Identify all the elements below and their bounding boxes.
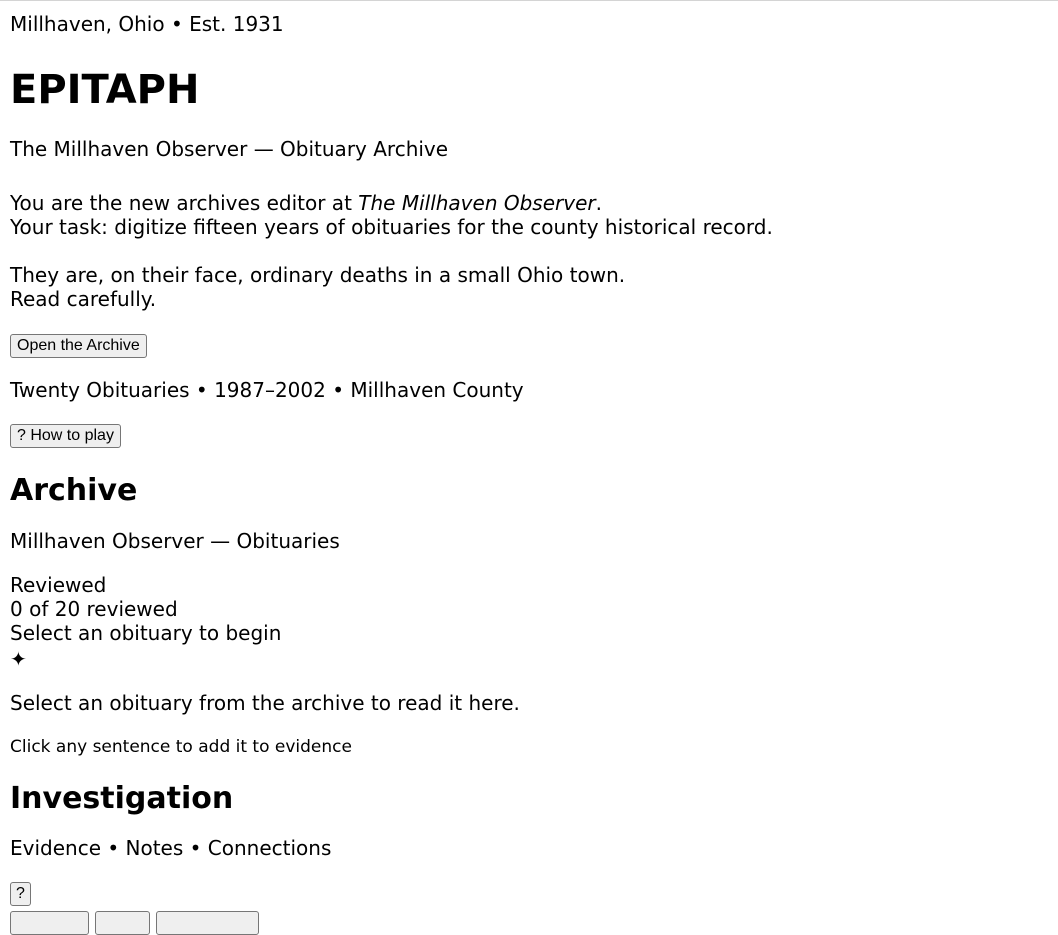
review-progress [10,573,1048,673]
intro-paragraph-2 [10,263,1048,311]
evidence-hint: Click any sentence to add it to evidence [10,737,352,757]
select-prompt: Select an obituary to begin [10,621,282,645]
location-line: Millhaven, Ohio • Est. 1931 [10,12,284,36]
page [0,12,1058,935]
open-archive-button[interactable]: Open the Archive [10,334,147,358]
reviewed-label: Reviewed [10,573,107,597]
newspaper-name: The Millhaven Observer [358,191,596,215]
intro-paragraph-1 [10,191,1048,239]
game-subtitle: The Millhaven Observer — Obituary Archive [10,137,449,161]
investigation-heading: Investigation [10,781,234,816]
investigation-tabs [10,911,1048,935]
intro-line1-prefix: You are the new archives editor at [10,191,359,215]
investigation-help-button[interactable]: ? [10,882,31,906]
intro-line2: Your task: digitize fifteen years of obituaries for the county historical record. [10,215,773,239]
reviewed-count: 0 of 20 reviewed [10,597,178,621]
tab-evidence[interactable] [10,911,89,935]
intro-line4: Read carefully. [10,287,157,311]
ornament-icon: ✦ [10,647,27,671]
intro-line3: They are, on their face, ordinary deaths in a small Ohio town. [10,263,626,287]
game-title: EPITAPH [10,67,200,113]
collection-summary: Twenty Obituaries • 1987–2002 • Millhaven County [10,378,524,402]
how-to-play-button[interactable]: ? How to play [10,424,121,448]
archive-heading: Archive [10,473,138,508]
investigation-subheading: Evidence • Notes • Connections [10,836,332,860]
tab-notes[interactable] [95,911,150,935]
reader-empty-message: Select an obituary from the archive to read it here. [10,691,520,715]
archive-subheading: Millhaven Observer — Obituaries [10,529,340,553]
tab-connections[interactable] [156,911,259,935]
intro-line1-suffix: . [595,191,602,215]
